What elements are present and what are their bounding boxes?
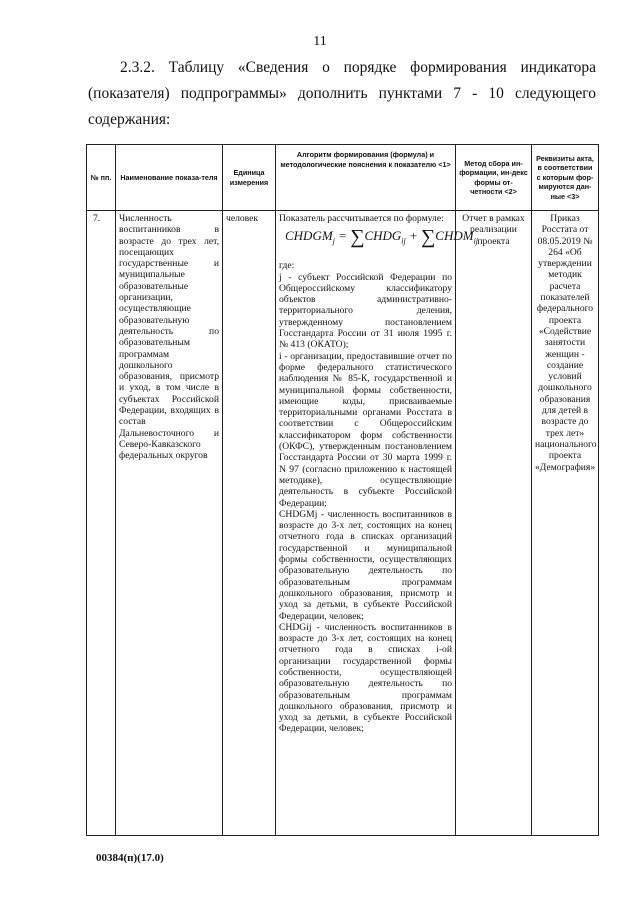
formula [285,226,479,256]
formula-term2-sub: ij [473,236,479,246]
algorithm-cell [276,211,479,836]
page-number: 11 [313,34,327,49]
sum-symbol: ∑ [350,226,365,249]
header-requisites: Реквизиты акта, в соответствии с которым фор-мируются дан-ные <3> [532,145,599,211]
formula-eq: = [334,228,351,244]
formula-lhs-sub: j [332,236,335,246]
header-method: Метод сбора ин-формации, ин-декс формы от-четности <2> [456,145,532,211]
algorithm-paragraph: где: [279,260,295,272]
method-cell: Отчет в рамках реализации проекта [456,211,532,836]
table-header-row [87,145,599,211]
indicator-table [86,144,599,836]
footer-code: 00384(п)(17.0) [96,852,164,864]
algorithm-paragraph: i - организации, предоставившие отчет по форме федерального статистического наблюдения № 85-К, государственной и муниципальной формы собственности, имеющие коды, присваиваемые территориальными органами Росстата в соответствии с Общероссийским классификатором форм собственности (ОКФС), утвержденным постановлением Госстандарта России от 30 марта 1999 г. N 97 (согласно приложению к настоящей методике), осуществляющие деятельность в субъекте Российской Федерации; [279,350,452,509]
table-row [87,211,599,836]
header-name: Наименование показа-теля [116,145,223,211]
formula-lhs: CHDGM [285,228,333,244]
formula-plus: + [405,228,422,244]
header-unit: Единица измерения [223,145,276,211]
header-no: № пп. [87,145,116,211]
row-number: 7. [87,211,116,836]
indicator-name: Численность воспитанников в возрасте до трех лет, посещающих государственные и муниципальные образовательные организации, осуществляющие образовательную деятельность по образовательным программам дошкольного образования, присмотр и уход, в том числе в субъектах Российской Федерации, входящих в состав Дальневосточного и Северо-Кавказского федеральных округов [116,211,223,836]
formula-term1-sub: ij [401,236,406,246]
formula-term1: CHDG [364,228,402,244]
algorithm-paragraph: CHDGMj - численность воспитанников в возрасте до 3-х лет, состоящих на конец отчетного года в списках организаций государственной и муниципальной формы собственности, осуществляющих образовательную деятельность по образовательным программам дошкольного образования, присмотр и уход за детьми, в субъекте Российской Федерации, человек; [279,508,452,622]
algorithm-intro: Показатель рассчитывается по формуле: [279,213,444,224]
algorithm-paragraph: j - субъект Российской Федерации по Общероссийскому классификатору объектов административно-территориального деления, утвержденному постановлением Госстандарта России от 31 июля 1995 г. № 413 (ОКАТО); [279,271,452,351]
requisites-cell: Приказ Росстата от 08.05.2019 № 264 «Об утверждении методик расчета показателей федерального проекта «Содействие занятости женщин - создание условий дошкольного образования для детей в возрасте до трех лет» национального проекта «Демография» [532,211,599,836]
formula-term2: CHDM [435,228,474,244]
unit-value: человек [223,211,276,836]
intro-paragraph: 2.3.2. Таблицу «Сведения о порядке формирования индикатора (показателя) подпрограммы» дополнить пунктами 7 - 10 следующего содержания: [88,59,596,128]
header-algorithm: Алгоритм формирования (формула) и методологические пояснения к показателю <1> [276,145,456,211]
algorithm-paragraph: CHDGij - численность воспитанников в возрасте до 3-х лет, состоящих на конец отчетного года в списках i-ой организации государственной формы собственности, осуществляющей образовательную деятельность по образовательным программам дошкольного образования, присмотр и уход за детьми, в субъекте Российской Федерации, человек; [279,621,452,735]
sum-symbol: ∑ [421,226,436,249]
